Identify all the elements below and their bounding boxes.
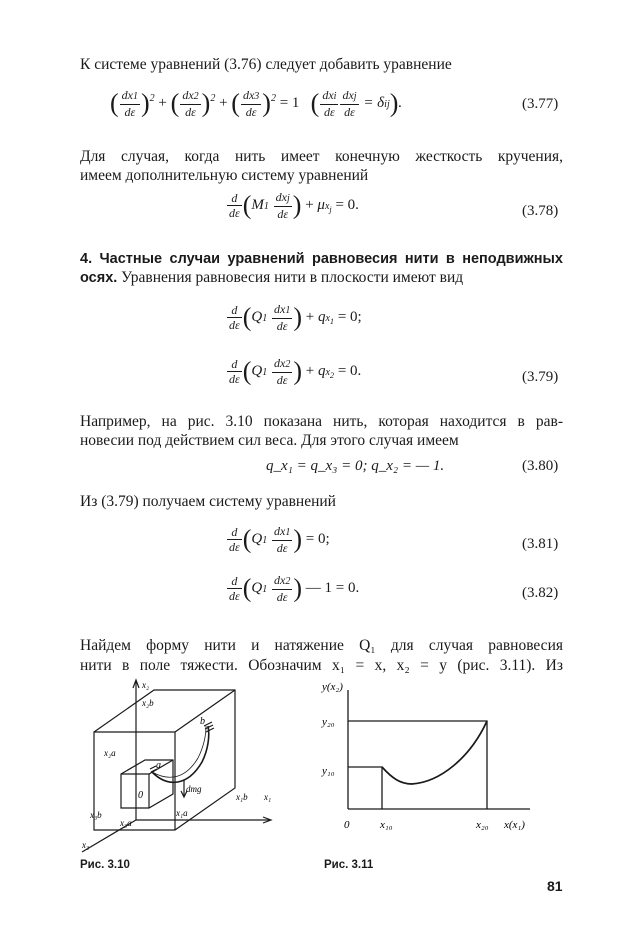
label-x1a: x₁a	[176, 808, 188, 818]
label-y10: y₁₀	[322, 765, 335, 777]
label-y-axis: y(x₂)	[322, 681, 343, 693]
label-x3a: x₃a	[120, 818, 132, 828]
label-x20: x₂₀	[476, 819, 489, 831]
label-dmg: dmg	[186, 784, 202, 794]
equation-3-82: $\frac{d}{d\varepsilon}$ (Q1 $\frac{dx2}{d\varepsilon}$ ) — 1 = 0.	[229, 573, 360, 604]
label-x2b: x₂b	[142, 698, 154, 708]
equation-3-81: $\frac{d}{d\varepsilon}$ (Q1 $\frac{dx1}{d\varepsilon}$ ) = 0;	[229, 524, 330, 555]
text-line-8: Из (3.79) получаем систему уравнений	[80, 493, 336, 510]
equation-3-78: $\frac{d}{d\varepsilon}$ (M1 $\frac{\text{dxj}}{d\varepsilon}$ ) + $\mu x_j = 0$.	[229, 190, 359, 221]
text-line-6: Например, на рис. 3.10 показана нить, которая находится в рав-	[80, 413, 563, 430]
label-b: b	[200, 716, 205, 727]
label-x2a: x₂a	[104, 748, 116, 758]
equation-number: (3.79)	[522, 369, 559, 385]
label-x2: x₂	[142, 680, 150, 690]
equation-number: (3.78)	[522, 203, 559, 219]
equation-3-79b: $\frac{d}{d\varepsilon}$ (Q1 $\frac{dx2}{d\varepsilon}$ ) + $qx_2 = 0$.	[229, 356, 362, 387]
equation-3-77: ( $\frac{dx1}{d\varepsilon}$ )$^2$ + ( $\frac{dx2}{d\varepsilon}$ )$^2$ + ( $\frac{dx3}{d\varepsilon}$ )$^2$ = 1 ( $\frac{\text{dxi}}{d\varepsilon}$ $\frac{\text{dxj}}{d\varepsilon}$ = δij).	[110, 88, 403, 119]
label-x3: x₃	[82, 840, 90, 850]
text-line-4	[80, 249, 563, 269]
figure-caption-3-11: Рис. 3.11	[324, 859, 374, 871]
text-line-10: нити в поле тяжести. Обозначим x₁ = x, x₂ = y (рис. 3.11). Из	[80, 657, 563, 674]
page-number: 81	[547, 878, 563, 894]
equation-number: (3.82)	[522, 585, 559, 601]
text-line-7: новесии под действием сил веса. Для этого случая имеем	[80, 432, 459, 449]
figure-3-11	[300, 676, 540, 841]
label-a: a	[156, 760, 161, 771]
text-line-1: К системе уравнений (3.76) следует добавить уравнение	[80, 56, 452, 73]
label-x-axis: x(x₁)	[504, 819, 525, 831]
equation-number: (3.81)	[522, 536, 559, 552]
equation-3-80: q_x₁ = q_x₃ = 0; q_x₂ = — 1.	[266, 458, 445, 474]
section-heading-end: осях.	[80, 270, 118, 286]
label-y20: y₂₀	[322, 716, 335, 728]
label-x3b: x₃b	[90, 810, 102, 820]
text-line-9: Найдем форму нити и натяжение Q₁ для случая равновесия	[80, 637, 563, 654]
equation-number: (3.77)	[522, 96, 559, 112]
label-x1b: x₁b	[236, 792, 248, 802]
figure-caption-3-10: Рис. 3.10	[80, 859, 130, 871]
text-line-5-rest: Уравнения равновесия нити в плоскости имеют вид	[117, 269, 464, 286]
label-x1: x₁	[264, 792, 272, 802]
text-line-2: Для случая, когда нить имеет конечную жесткость кручения,	[80, 148, 563, 165]
text-line-5	[80, 268, 463, 288]
equation-number: (3.80)	[522, 458, 559, 474]
figure-3-10	[60, 676, 280, 854]
section-heading: 4. Частные случаи уравнений равновесия нити в неподвижных	[80, 251, 563, 267]
label-origin: 0	[138, 790, 143, 801]
label-x10: x₁₀	[380, 819, 393, 831]
equation-3-79a: $\frac{d}{d\varepsilon}$ (Q1 $\frac{dx1}{d\varepsilon}$ ) + $qx_1 = 0$;	[229, 302, 362, 333]
text-line-3: имеем дополнительную систему уравнений	[80, 167, 369, 184]
label-origin: 0	[344, 819, 350, 831]
